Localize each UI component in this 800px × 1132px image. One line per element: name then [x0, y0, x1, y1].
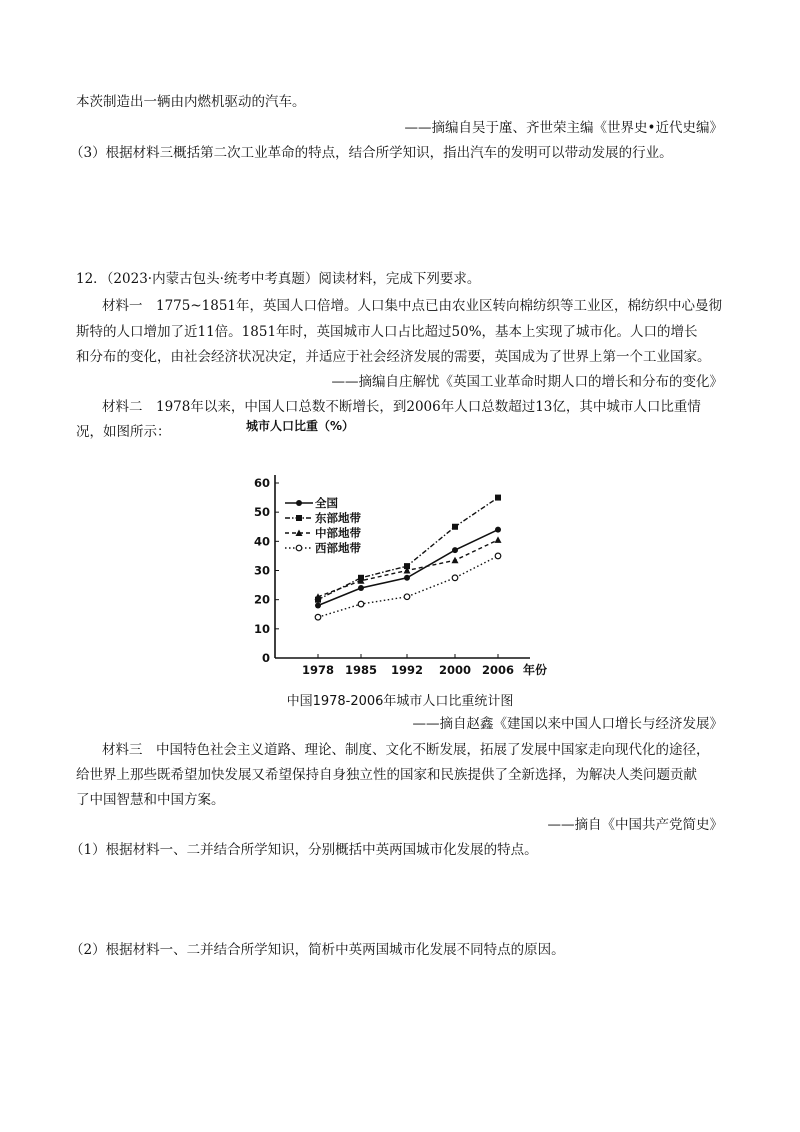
chart-caption: 中国1978-2006年城市人口比重统计图: [286, 694, 514, 709]
x-tick-label: 1992: [390, 663, 424, 677]
q12-header: 12．（2023·内蒙古包头·统考中考真题）阅读材料，完成下列要求。: [76, 271, 481, 287]
material-1-line-2: 斯特的人口增加了近11倍。1851年时，英国城市人口占比超过50%，基本上实现了城市化。人口的增长: [76, 324, 698, 340]
material-1-line-1: 材料一 1775~1851年，英国人口倍增。人口集中点已由农业区转向棉纺织等工业区，棉纺织中心曼彻: [102, 298, 723, 314]
y-tick-label: 20: [253, 592, 270, 607]
material-1-source: ——摘编自庄解忧《英国工业革命时期人口的增长和分布的变化》: [331, 374, 723, 390]
prev-question-3: （3）根据材料三概括第二次工业革命的特点，结合所学知识，指出汽车的发明可以带动发展的行业。: [70, 145, 673, 161]
data-point: [358, 601, 364, 607]
data-point: [452, 547, 458, 553]
data-point: [452, 524, 458, 530]
x-tick-label: 1978: [301, 663, 335, 677]
y-tick-label: 50: [253, 505, 270, 520]
y-axis-label: 城市人口比重（%）: [246, 419, 355, 433]
data-point: [495, 553, 501, 559]
material-2-line-2: 况，如图所示：: [76, 424, 171, 440]
legend-marker: [296, 545, 302, 551]
question-1: （1）根据材料一、二并结合所学知识，分别概括中英两国城市化发展的特点。: [70, 842, 538, 858]
legend-marker: [296, 500, 302, 506]
data-point: [358, 585, 364, 591]
x-tick-label: 2000: [438, 663, 472, 677]
material-3-line-3: 了中国智慧和中国方案。: [76, 792, 225, 808]
y-tick-label: 60: [253, 476, 270, 490]
y-tick-label: 0: [261, 651, 270, 665]
material-3-line-1: 材料三 中国特色社会主义道路、理论、制度、文化不断发展，拓展了发展中国家走向现代化的途径，: [102, 742, 710, 758]
material-3-line-2: 给世界上那些既希望加快发展又希望保持自身独立性的国家和民族提供了全新选择，为解决人类问题贡献: [76, 767, 697, 783]
data-point: [495, 527, 501, 533]
chart-svg: [240, 416, 565, 678]
question-2: （2）根据材料一、二并结合所学知识，简析中英两国城市化发展不同特点的原因。: [70, 942, 565, 958]
y-tick-label: 10: [253, 621, 270, 636]
urban-population-chart: [240, 416, 565, 678]
data-point: [495, 495, 501, 501]
y-tick-label: 40: [253, 534, 270, 549]
material-3-source: ——摘自《中国共产党简史》: [547, 817, 723, 833]
legend-label: 西部地带: [315, 541, 361, 555]
data-point: [452, 575, 458, 581]
x-axis-label: 年份: [523, 663, 548, 677]
prev-material-text: 本茨制造出一辆由内燃机驱动的汽车。: [76, 94, 306, 110]
x-tick-label: 2006: [481, 663, 515, 677]
data-point: [315, 614, 321, 620]
data-point: [452, 557, 459, 564]
legend-label: 东部地带: [315, 511, 361, 525]
material-2-line-1: 材料二 1978年以来，中国人口总数不断增长，到2006年人口总数超过13亿，其中城市人口比重情: [102, 399, 701, 415]
material-2-source: ——摘自赵鑫《建国以来中国人口增长与经济发展》: [412, 716, 723, 732]
legend-label: 中部地带: [315, 526, 361, 540]
prev-material-source: ——摘编自吴于廑、齐世荣主编《世界史•近代史编》: [404, 120, 723, 136]
material-1-line-3: 和分布的变化，由社会经济状况决定，并适应于社会经济发展的需要，英国成为了世界上第一个工业国家。: [76, 349, 711, 365]
data-point: [404, 575, 410, 581]
x-tick-label: 1985: [344, 663, 378, 677]
data-point: [495, 536, 502, 543]
y-tick-label: 30: [253, 563, 270, 578]
data-point: [315, 603, 321, 609]
legend-marker: [296, 515, 302, 521]
legend-label: 全国: [315, 496, 338, 510]
data-point: [404, 594, 410, 600]
